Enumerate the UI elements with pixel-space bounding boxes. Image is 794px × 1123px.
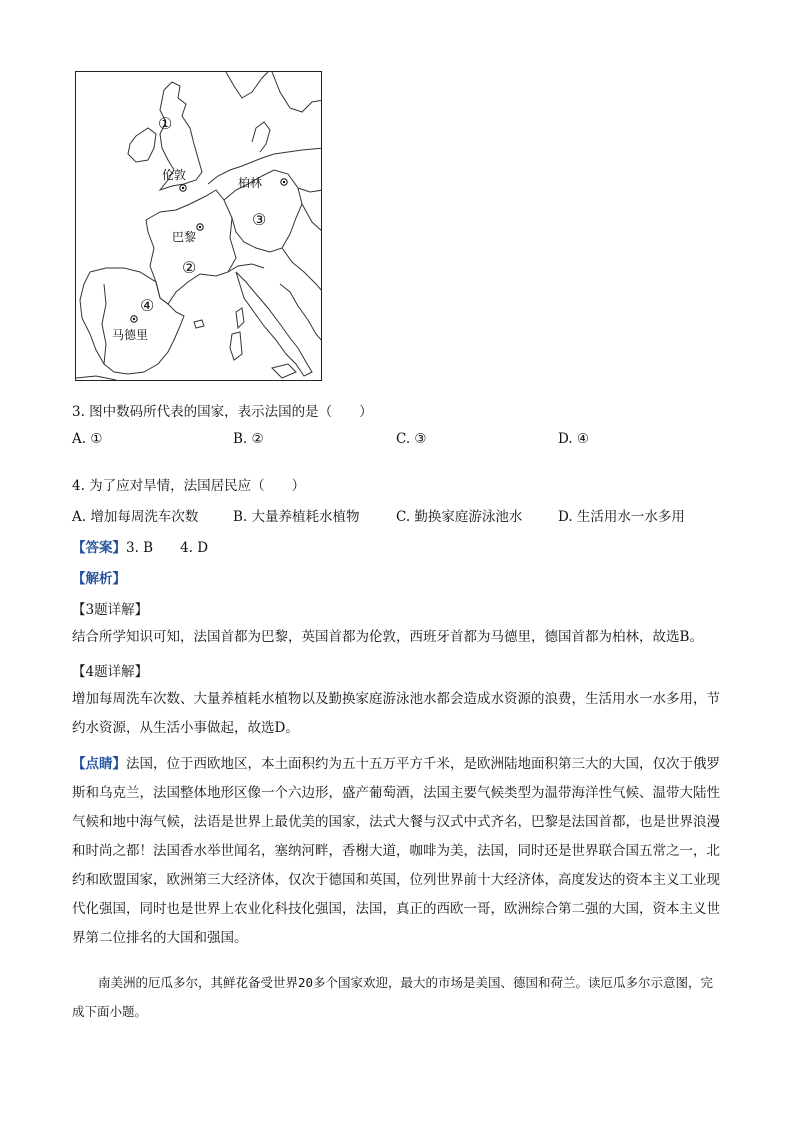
answer-line [72, 536, 208, 556]
question-3-option-c: C. ③ [396, 431, 427, 447]
map-number-3: ③ [252, 210, 267, 229]
question-3-option-a: A. ① [72, 431, 103, 447]
question-3-stem: 3. 图中数码所代表的国家，表示法国的是（ ） [72, 404, 373, 420]
question-4-stem: 4. 为了应对旱情，法国居民应（ ） [72, 478, 306, 494]
question-3-option-d: D. ④ [558, 431, 590, 447]
analysis-line [72, 567, 126, 587]
map-label-paris: 巴黎 [172, 230, 197, 244]
map-number-4: ④ [140, 296, 155, 315]
detail-3-tag: 【3题详解】 [72, 602, 149, 618]
note-tag: 【点睛】 [72, 756, 126, 772]
map-label-madrid: 马德里 [112, 328, 149, 342]
map-label-london: 伦敦 [162, 168, 187, 182]
note-text: 法国，位于西欧地区，本土面积约为五十五万平方千米，是欧洲陆地面积第三大的大国，仅次于俄罗斯和乌克兰，法国整体地形区像一个六边形，盛产葡萄酒，法国主要气候类型为温带海洋性气候、温带大陆性气候和地中海气候，法语是世界上最优美的国家，法式大餐与汉式中式齐名，巴黎是法国首都，也是世界浪漫和时尚之都！法国香水举世闻名，塞纳河畔，香榭大道，咖啡为美，法国，同时还是世界联合国五常之一，北约和欧盟国家，欧洲第三大经济体，仅次于德国和英国，位列世界前十大经济体，高度发达的资本主义工业现代化强国，同时也是世界上农业化科技化强国，法国，真正的西欧一哥，欧洲综合第二强的大国，资本主义世界第二位排名的大国和强国。 [72, 756, 720, 946]
next-question-intro: 南美洲的厄瓜多尔，其鲜花备受世界20多个国家欢迎，最大的市场是美国、德国和荷兰。读厄瓜多尔示意图，完成下面小题。 [72, 975, 714, 1019]
map-number-1: ① [158, 114, 173, 133]
question-4-option-d: D. 生活用水一水多用 [558, 509, 685, 525]
analysis-tag: 【解析】 [72, 571, 126, 587]
europe-map [75, 71, 322, 381]
answer-text: 3. B 4. D [126, 540, 209, 556]
question-4-option-b: B. 大量养植耗水植物 [233, 509, 360, 525]
detail-3-header [72, 598, 148, 618]
map-number-2: ② [182, 258, 197, 277]
question-4-option-a: A. 增加每周洗车次数 [72, 509, 199, 525]
detail-4-header [72, 660, 148, 680]
note-paragraph [72, 750, 724, 953]
detail-3-text: 结合所学知识可知，法国首都为巴黎，英国首都为伦敦，西班牙首都为马德里，德国首都为柏林，故选B。 [72, 629, 703, 645]
detail-4-text: 增加每周洗车次数、大量养植耗水植物以及勤换家庭游泳池水都会造成水资源的浪费，生活用水一水多用，节约水资源，从生活小事做起，故选D。 [72, 691, 720, 736]
detail-4-tag: 【4题详解】 [72, 664, 149, 680]
question-3-option-b: B. ② [233, 431, 264, 447]
answer-tag: 【答案】 [72, 540, 126, 556]
question-4-option-c: C. 勤换家庭游泳池水 [396, 509, 523, 525]
map-label-berlin: 柏林 [238, 176, 263, 190]
